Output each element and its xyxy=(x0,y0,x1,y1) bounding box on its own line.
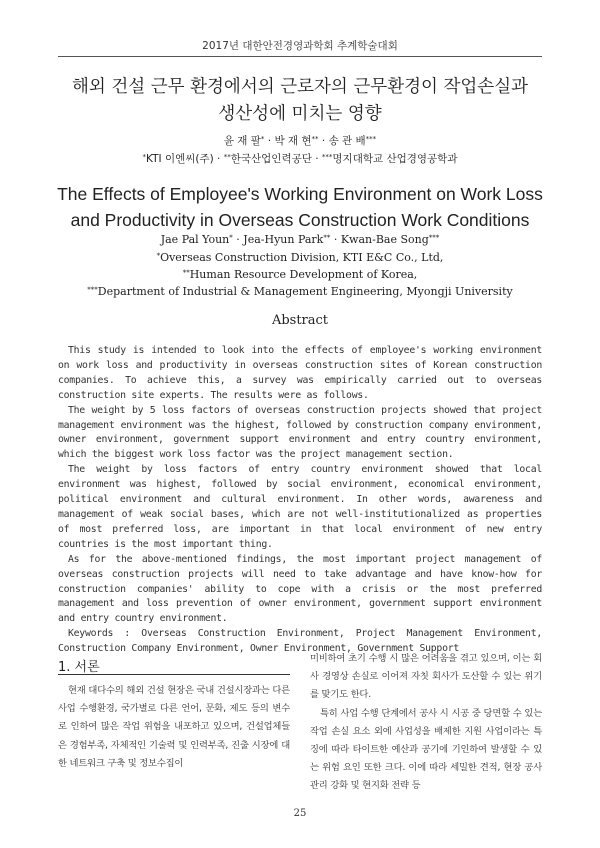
right-column xyxy=(310,650,542,796)
author-mark: * xyxy=(260,135,265,143)
header-divider xyxy=(58,56,542,57)
affiliation-mark: ** xyxy=(182,269,190,277)
english-affiliation xyxy=(0,268,600,281)
korean-affiliations: *KTI 이엔씨(주) · **한국산업인력공단 · ***명지대학교 산업경영공학과 xyxy=(142,153,458,165)
body-paragraph: 현재 대다수의 해외 건설 현장은 국내 건설시장과는 다른 사업 수행환경, 국가별로 다른 언어, 문화, 제도 등의 변수로 인하여 많은 작업 위험을 내포하고 있으며, 건설업체들은 경험부족, 자체적인 기술력 및 인력부족, 진출 시장에 대한 네트워크 구축 및 정보수집이 xyxy=(58,685,290,769)
affiliation-name: 한국산업인력공단 xyxy=(230,153,312,165)
section-divider xyxy=(58,674,290,675)
author-name: 윤 재 팔 xyxy=(223,135,261,147)
korean-title-line: 해외 건설 근무 환경에서의 근로자의 근무환경이 작업손실과 xyxy=(72,77,528,97)
affiliation-name: Department of Industrial & Management Engineering, Myongji University xyxy=(97,285,513,298)
author-mark: *** xyxy=(428,234,440,242)
author-name: Jae Pal Youn xyxy=(160,233,230,246)
keywords: Keywords : Overseas Construction Environment, Project Management Environment, Construction Company Environment, Owner Environment, Government Support xyxy=(58,628,542,655)
body-paragraph: 특히 사업 수행 단계에서 공사 시 시공 중 당면할 수 있는 작업 손실 요소 외에 사업성을 배제한 지원 사업이라는 특징에 따라 타이트한 예산과 공기에 기인하여 발생할 수 있는 위험 요인 또한 크다. 이에 따라 세밀한 견적, 현장 공사 관리 강화 및 현지화 전략 등 xyxy=(310,707,542,792)
conference-header: 2017년 대한안전경영과학회 추계학술대회 xyxy=(202,40,398,52)
affiliation-name: KTI 이엔씨(주) xyxy=(146,153,214,165)
body-paragraph: 미비하여 초기 수행 시 많은 어려움을 겪고 있으며, 이는 회사 경영상 손실로 이어져 자칫 회사가 도산할 수 있는 위기를 맞기도 한다. xyxy=(310,653,542,701)
english-affiliation xyxy=(0,251,600,264)
affiliation-mark: * xyxy=(142,153,147,161)
english-title-line: and Productivity in Overseas Construction Work Conditions xyxy=(70,210,530,230)
author-mark: * xyxy=(229,234,233,242)
author-name: 박 재 현 xyxy=(274,135,312,147)
affiliation-name: 명지대학교 산업경영공학과 xyxy=(332,153,458,165)
abstract-body xyxy=(58,344,542,657)
author-name: Jea-Hyun Park xyxy=(243,233,324,246)
author-name: Kwan-Bae Song xyxy=(340,233,429,246)
affiliation-mark: *** xyxy=(321,153,333,161)
korean-authors: 윤 재 팔* · 박 재 현** · 송 관 배*** xyxy=(223,135,377,147)
english-authors: Jae Pal Youn* · Jea-Hyun Park** · Kwan-Bae Song*** xyxy=(160,233,440,246)
affiliation-mark: ** xyxy=(223,153,231,161)
abstract-paragraph: As for the above-mentioned findings, the most important project management of overseas construction projects will need to take advantage and have know-how for construction companies' ability to cope with a crisis or the most preferred management and loss prevention of owner environment, government support environment and entry country environment. xyxy=(58,553,542,625)
abstract-heading: Abstract xyxy=(271,313,329,328)
author-mark: *** xyxy=(365,135,377,143)
korean-title-line: 생산성에 미치는 영향 xyxy=(218,104,382,124)
english-title xyxy=(30,181,570,233)
abstract-paragraph: The weight by loss factors of entry country environment showed that local environment was highest, followed by social environment, economical environment, political environment and cultural environment. In other words, awareness and management of weak social bases, which are not well-institutionalized as properties of most preferred loss, are important in that local environment of new entry countries is the most important thing. xyxy=(58,464,542,550)
abstract-paragraph: The weight by 5 loss factors of overseas construction projects showed that project management environment was the highest, followed by construction company environment, owner environment, government support environment and entry country environment, which the biggest work loss factor was the project management section. xyxy=(58,404,542,461)
section-heading: 1. 서론 xyxy=(58,660,100,675)
left-column xyxy=(58,682,290,773)
abstract-paragraph: This study is intended to look into the effects of employee's working environment on work loss and productivity in overseas construction sites of Korean construction companies. To achieve this, a survey was empirically carried out to overseas construction site experts. The results were as follows. xyxy=(58,345,542,401)
affiliation-mark: *** xyxy=(87,286,98,294)
author-mark: ** xyxy=(311,135,319,143)
english-affiliation xyxy=(0,285,600,298)
page-number: 25 xyxy=(293,808,307,819)
author-mark: ** xyxy=(323,234,331,242)
korean-title xyxy=(40,74,560,128)
author-name: 송 관 배 xyxy=(328,135,366,147)
affiliation-name: Human Resource Development of Korea, xyxy=(189,268,418,281)
english-title-line: The Effects of Employee's Working Environment on Work Loss xyxy=(57,184,543,204)
affiliation-mark: * xyxy=(156,252,161,260)
affiliation-name: Overseas Construction Division, KTI E&C Co., Ltd, xyxy=(160,251,444,264)
